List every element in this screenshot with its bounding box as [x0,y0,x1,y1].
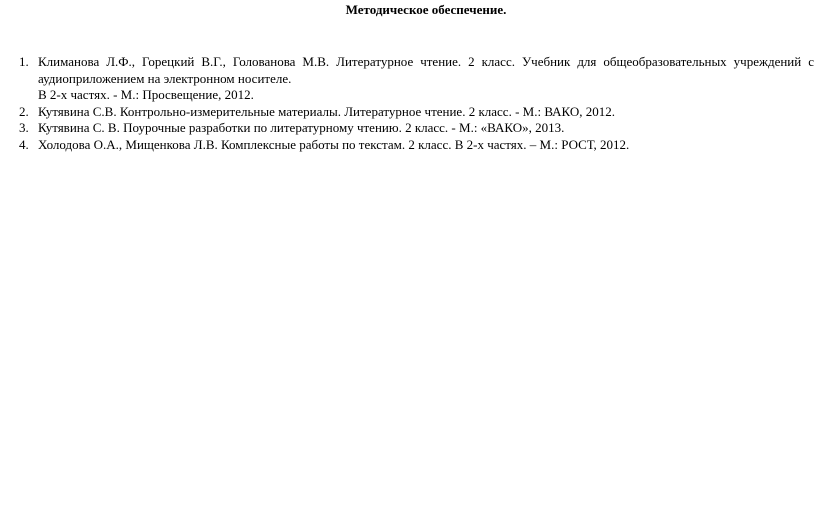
list-item-text: Холодова О.А., Мищенкова Л.В. Комплексные работы по текстам. 2 класс. В 2-х частях. – М.: РОСТ, 2012. [38,136,630,152]
list-item-text: Кутявина С.В. Контрольно-измерительные материалы. Литературное чтение. 2 класс. - М.: ВАКО, 2012. [38,103,616,119]
reference-list [0,54,816,153]
list-item [0,120,816,137]
page-title: Методическое обеспечение. [345,2,507,17]
list-item-text: Кутявина С. В. Поурочные разработки по литературному чтению. 2 класс. - М.: «ВАКО», 2013. [38,120,565,135]
list-item [0,54,816,104]
list-item-text: Климанова Л.Ф., Горецкий В.Г., Голованова М.В. Литературное чтение. 2 класс. Учебник для общеобразовательных учреждений с аудиоприложением на электронном носителе. [38,54,814,86]
list-item [0,104,816,121]
list-item-number: 2. [19,103,29,119]
list-item-number: 4. [19,136,29,152]
list-item [0,137,816,154]
list-item-number: 1. [19,54,29,69]
list-item-number: 3. [19,120,29,135]
list-item-text-continuation: В 2-х частях. - М.: Просвещение, 2012. [38,87,254,102]
